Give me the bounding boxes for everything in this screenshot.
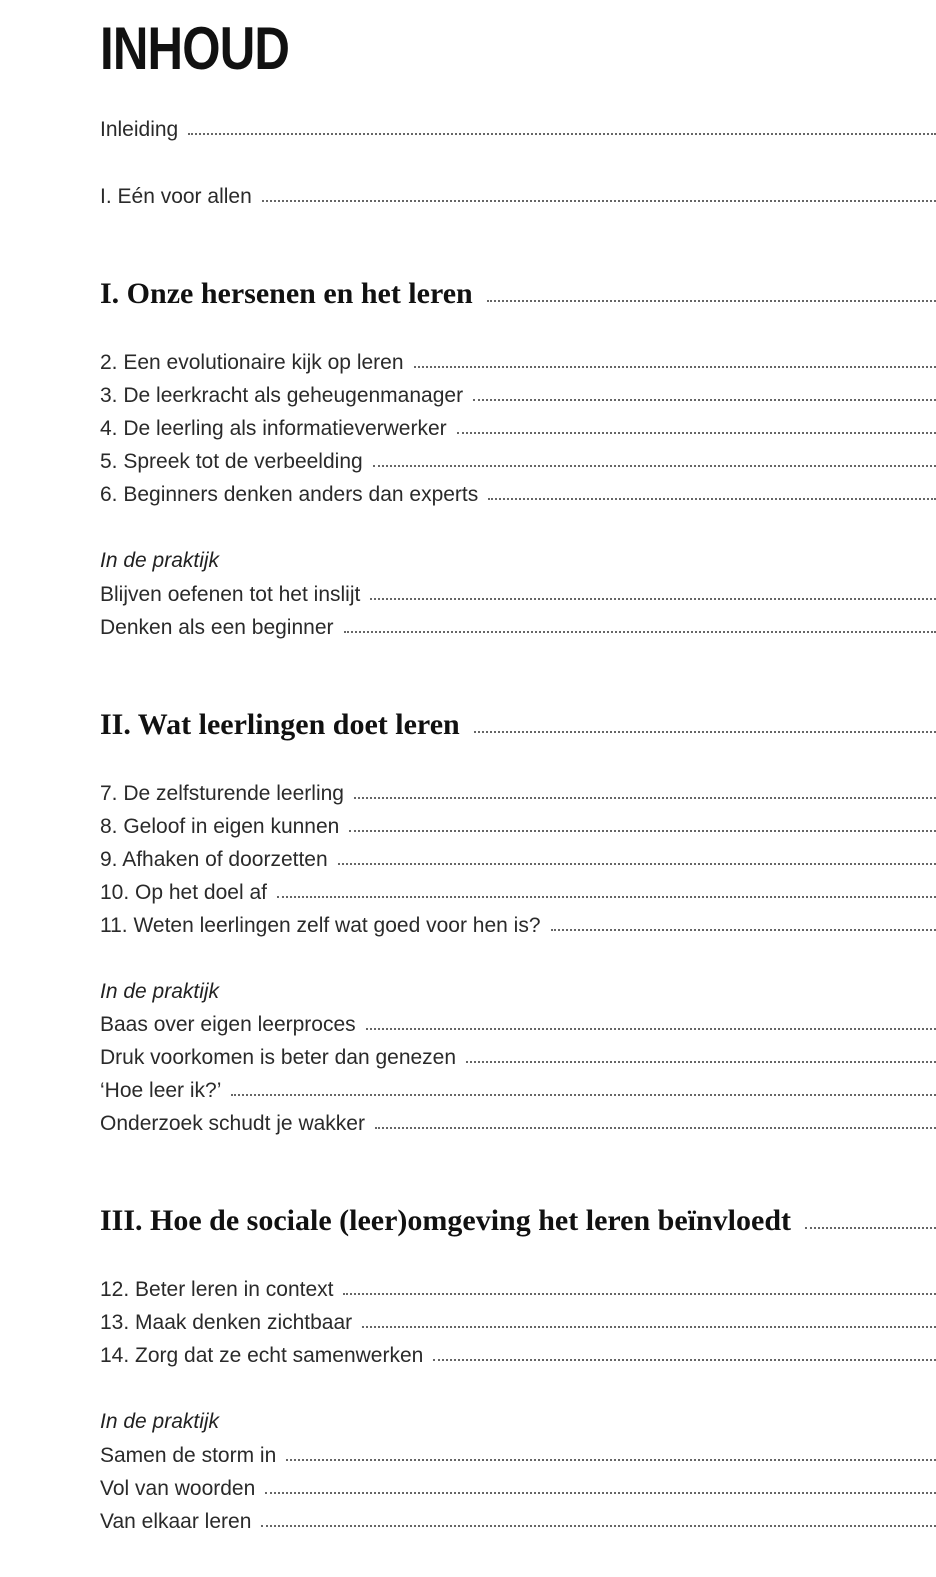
toc-entry-chapter[interactable] [100, 450, 936, 474]
toc-entry-label: Samen de storm in [100, 1444, 277, 1467]
toc-entry-label: 14. Zorg dat ze echt samenwerken [100, 1344, 424, 1367]
practice-label: In de praktijk [100, 549, 220, 572]
toc-entry-intro[interactable] [100, 118, 936, 142]
dot-leader [375, 1127, 936, 1129]
dot-leader [370, 598, 936, 600]
toc-entry-label: ‘Hoe leer ik?’ [100, 1079, 222, 1102]
toc-entry-chapter[interactable] [100, 914, 936, 938]
toc-entry-label: 7. De zelfsturende leerling [100, 782, 344, 805]
toc-entry-chapter[interactable] [100, 1344, 936, 1368]
toc-entry-chapter[interactable] [100, 351, 936, 375]
page-title: INHOUD [100, 15, 290, 82]
toc-entry-practice[interactable] [100, 1444, 936, 1468]
section-heading[interactable] [100, 708, 936, 742]
toc-entry-label: 4. De leerling als informatieverwerker [100, 417, 447, 440]
toc-entry-label: Onderzoek schudt je wakker [100, 1112, 365, 1135]
toc-entry-label: Druk voorkomen is beter dan genezen [100, 1046, 457, 1069]
toc-entry-chapter[interactable] [100, 815, 936, 839]
toc-entry-label: 3. De leerkracht als geheugenmanager [100, 384, 464, 407]
toc-entry-label: Baas over eigen leerproces [100, 1013, 356, 1036]
dot-leader [265, 1492, 936, 1494]
dot-leader [457, 432, 936, 434]
toc-entry-label: 13. Maak denken zichtbaar [100, 1311, 353, 1334]
toc-entry-practice[interactable] [100, 583, 936, 607]
dot-leader [487, 300, 936, 302]
toc-entry-label: I. Eén voor allen [100, 185, 252, 208]
section-heading-label: I. Onze hersenen en het leren [100, 277, 473, 310]
dot-leader [433, 1359, 936, 1361]
toc-entry-practice[interactable] [100, 1112, 936, 1136]
toc-entry-chapter[interactable] [100, 384, 936, 408]
dot-leader [231, 1094, 936, 1096]
toc-entry-chapter[interactable] [100, 848, 936, 872]
dot-leader [488, 498, 936, 500]
dot-leader [362, 1326, 936, 1328]
dot-leader [277, 896, 936, 898]
toc-entry-label: Van elkaar leren [100, 1510, 252, 1533]
dot-leader [188, 133, 936, 135]
dot-leader [474, 731, 936, 733]
toc-entry-label: 10. Op het doel af [100, 881, 267, 904]
dot-leader [261, 1525, 936, 1527]
section-heading-label: II. Wat leerlingen doet leren [100, 708, 460, 741]
section-heading-label: III. Hoe de sociale (leer)omgeving het leren beïnvloedt [100, 1204, 791, 1237]
toc-entry-label: 12. Beter leren in context [100, 1278, 334, 1301]
toc-entry-chapter[interactable] [100, 1311, 936, 1335]
toc-entry-label: 5. Spreek tot de verbeelding [100, 450, 363, 473]
dot-leader [414, 366, 936, 368]
toc-entry-label: Inleiding [100, 118, 179, 141]
dot-leader [551, 929, 936, 931]
toc-entry-chapter[interactable] [100, 782, 936, 806]
toc-entry-chapter[interactable] [100, 483, 936, 507]
toc-entry-label: 2. Een evolutionaire kijk op leren [100, 351, 404, 374]
toc-entry-practice[interactable] [100, 1477, 936, 1501]
toc-entry-practice[interactable] [100, 1046, 936, 1070]
section-heading[interactable] [100, 1204, 936, 1238]
section-heading[interactable] [100, 277, 936, 311]
toc-entry-label: 8. Geloof in eigen kunnen [100, 815, 340, 838]
toc-entry-practice[interactable] [100, 616, 936, 640]
dot-leader [349, 830, 936, 832]
dot-leader [466, 1061, 936, 1063]
dot-leader [366, 1028, 936, 1030]
dot-leader [338, 863, 936, 865]
toc-entry-chapter[interactable] [100, 1278, 936, 1302]
dot-leader [354, 797, 936, 799]
toc-entry-label: 9. Afhaken of doorzetten [100, 848, 328, 871]
practice-label: In de praktijk [100, 1410, 220, 1433]
toc-entry-practice[interactable] [100, 1510, 936, 1534]
toc-entry-practice[interactable] [100, 1079, 936, 1103]
toc-entry-intro[interactable] [100, 185, 936, 209]
toc-entry-chapter[interactable] [100, 417, 936, 441]
dot-leader [286, 1459, 936, 1461]
dot-leader [805, 1227, 936, 1229]
toc-entry-label: 6. Beginners denken anders dan experts [100, 483, 479, 506]
dot-leader [343, 1293, 936, 1295]
toc-entry-label: Denken als een beginner [100, 616, 334, 639]
dot-leader [473, 399, 936, 401]
dot-leader [262, 200, 936, 202]
toc-entry-label: Blijven oefenen tot het inslijt [100, 583, 361, 606]
practice-label: In de praktijk [100, 980, 220, 1003]
toc-entry-chapter[interactable] [100, 881, 936, 905]
toc-entry-label: 11. Weten leerlingen zelf wat goed voor hen is? [100, 914, 541, 937]
toc-entry-practice[interactable] [100, 1013, 936, 1037]
dot-leader [344, 631, 936, 633]
toc-entry-label: Vol van woorden [100, 1477, 256, 1500]
dot-leader [373, 465, 936, 467]
